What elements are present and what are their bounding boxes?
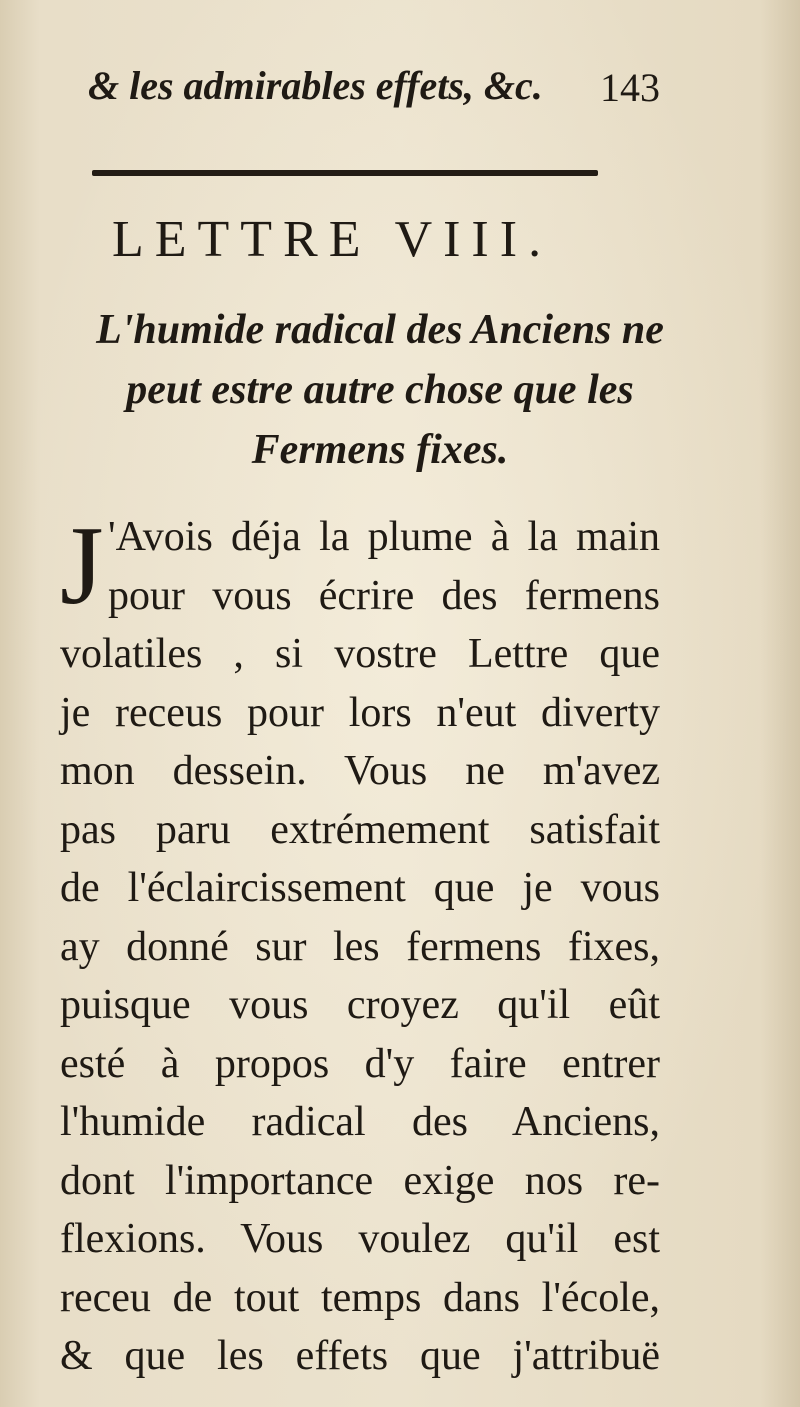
running-title: & les admirables effets, &c.	[88, 63, 543, 108]
chapter-subtitle	[60, 300, 700, 480]
text-line: ay donné sur les fermens fixes,	[60, 923, 660, 970]
page-number: 143	[600, 65, 660, 110]
text-line: volatiles , si vostre Lettre que	[60, 631, 660, 677]
text-line: pas paru extrémement satisfait	[60, 806, 660, 853]
chapter-title: LETTRE VIII.	[112, 211, 553, 268]
header-rule	[92, 170, 598, 176]
text-line: je receus pour lors n'eut diverty	[60, 689, 660, 736]
text-line: & que les effets que j'attribuë	[60, 1333, 660, 1379]
text-line: esté à propos d'y faire entrer	[60, 1040, 660, 1087]
subtitle-line: Fermens fixes.	[251, 427, 509, 473]
text-line: puisque vous croyez qu'il eût	[60, 982, 660, 1028]
text-line: l'humide radical des Anciens,	[60, 1099, 660, 1145]
subtitle-line: peut estre autre chose que les	[126, 367, 634, 413]
text-line: pour vous écrire des fermens	[108, 572, 660, 619]
drop-cap: J	[60, 504, 104, 628]
text-line: 'Avois déja la plume à la main	[108, 514, 660, 560]
text-line: receu de tout temps dans l'école,	[60, 1274, 660, 1321]
text-line: de l'éclaircissement que je vous	[60, 865, 660, 911]
running-head	[88, 62, 660, 122]
text-line: dont l'importance exige nos re-	[60, 1157, 660, 1204]
text-line: mon dessein. Vous ne m'avez	[60, 748, 660, 794]
body-text	[60, 504, 660, 1386]
subtitle-line: L'humide radical des Anciens ne	[96, 307, 664, 353]
text-line: flexions. Vous voulez qu'il est	[60, 1216, 660, 1262]
